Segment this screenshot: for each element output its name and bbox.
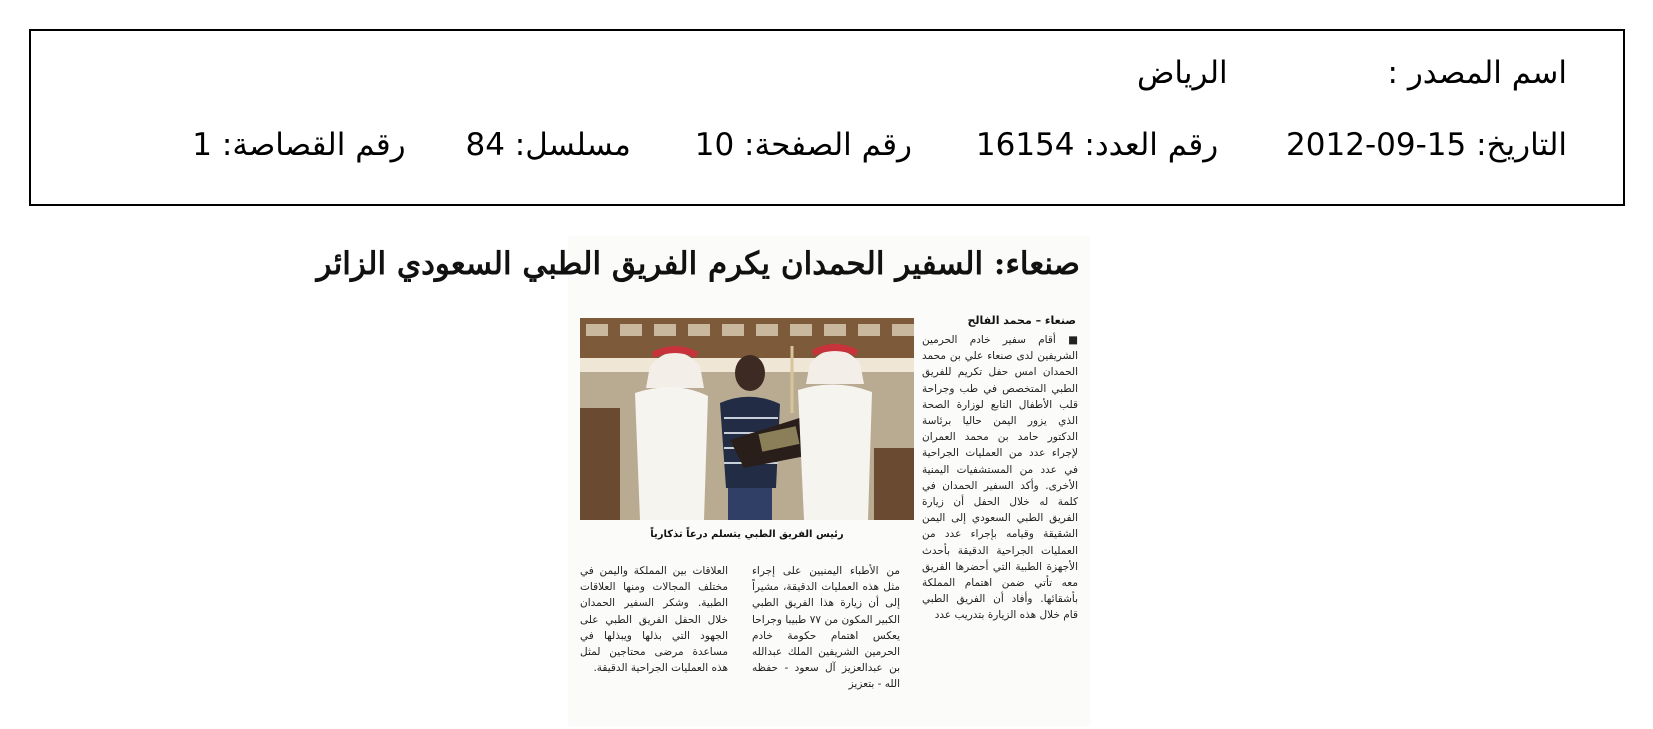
issue-field: رقم العدد: 16154 xyxy=(975,127,1219,163)
photo-caption: رئيس الفريق الطبي يتسلم درعاً تذكارياً xyxy=(650,529,844,540)
details-row xyxy=(61,127,1567,163)
article-column-left: العلاقات بين المملكة واليمن في مختلف المجالات ومنها العلاقات الطبية. وشكر السفير الحمدان خلال الحفل الفريق الطبي على الجهود التي بذلها ويبذلها في مساعدة مرضى محتاجين لمثل هذه العمليات الجراحية الدقيقة. xyxy=(580,565,728,675)
page-field: رقم الصفحة: 10 xyxy=(694,127,913,163)
source-info-box xyxy=(29,29,1625,206)
photo-illustration xyxy=(580,318,914,520)
source-value: الرياض xyxy=(1136,55,1228,91)
article-headline: صنعاء: السفير الحمدان يكرم الفريق الطبي السعودي الزائر xyxy=(316,246,1080,282)
article-column-middle: من الأطباء اليمنيين على إجراء مثل هذه العمليات الدقيقة، مشيراً إلى أن زيارة هذا الفريق الطبي الكبير المكون من ٧٧ طبيبا وجراحا يعكس اهتمام حكومة خادم الحرمين الشريفين الملك عبدالله بن عبدالعزيز آل سعود - حفظه الله - بتعزيز xyxy=(752,565,901,691)
clip-field: رقم القصاصة: 1 xyxy=(192,127,406,163)
source-row xyxy=(61,55,1567,91)
article-byline: صنعاء – محمد الفالح xyxy=(967,314,1076,327)
article-column-right: ■ أقام سفير خادم الحرمين الشريفين لدى صنعاء علي بن محمد الحمدان امس حفل تكريم للفريق الطبي المتخصص في طب وجراحة قلب الأطفال التابع لوزارة الصحة الذي يزور اليمن حاليا برئاسة الدكتور حامد بن محمد العمران لإجراء عدد من العمليات الجراحية في عدد من المستشفيات اليمنية الأخرى. وأكد السفير الحمدان في كلمة له خلال الحفل أن زيارة الفريق الطبي السعودي إلى اليمن الشقيقة وقيامه بإجراء عدد من العمليات الجراحية الدقيقة بأحدث الأجهزة الطبية التي أحضرها الفريق معه تأتي ضمن اهتمام المملكة بأشقائها. وأفاد أن الفريق الطبي قام خلال هذه الزيارة بتدريب عدد xyxy=(922,334,1078,622)
source-label: اسم المصدر : xyxy=(1387,55,1567,91)
article-photo xyxy=(580,318,914,520)
date-field: التاريخ: 15-09-2012 xyxy=(1286,127,1567,163)
serial-field: مسلسل: 84 xyxy=(465,127,631,163)
newspaper-clipping xyxy=(316,236,1090,726)
